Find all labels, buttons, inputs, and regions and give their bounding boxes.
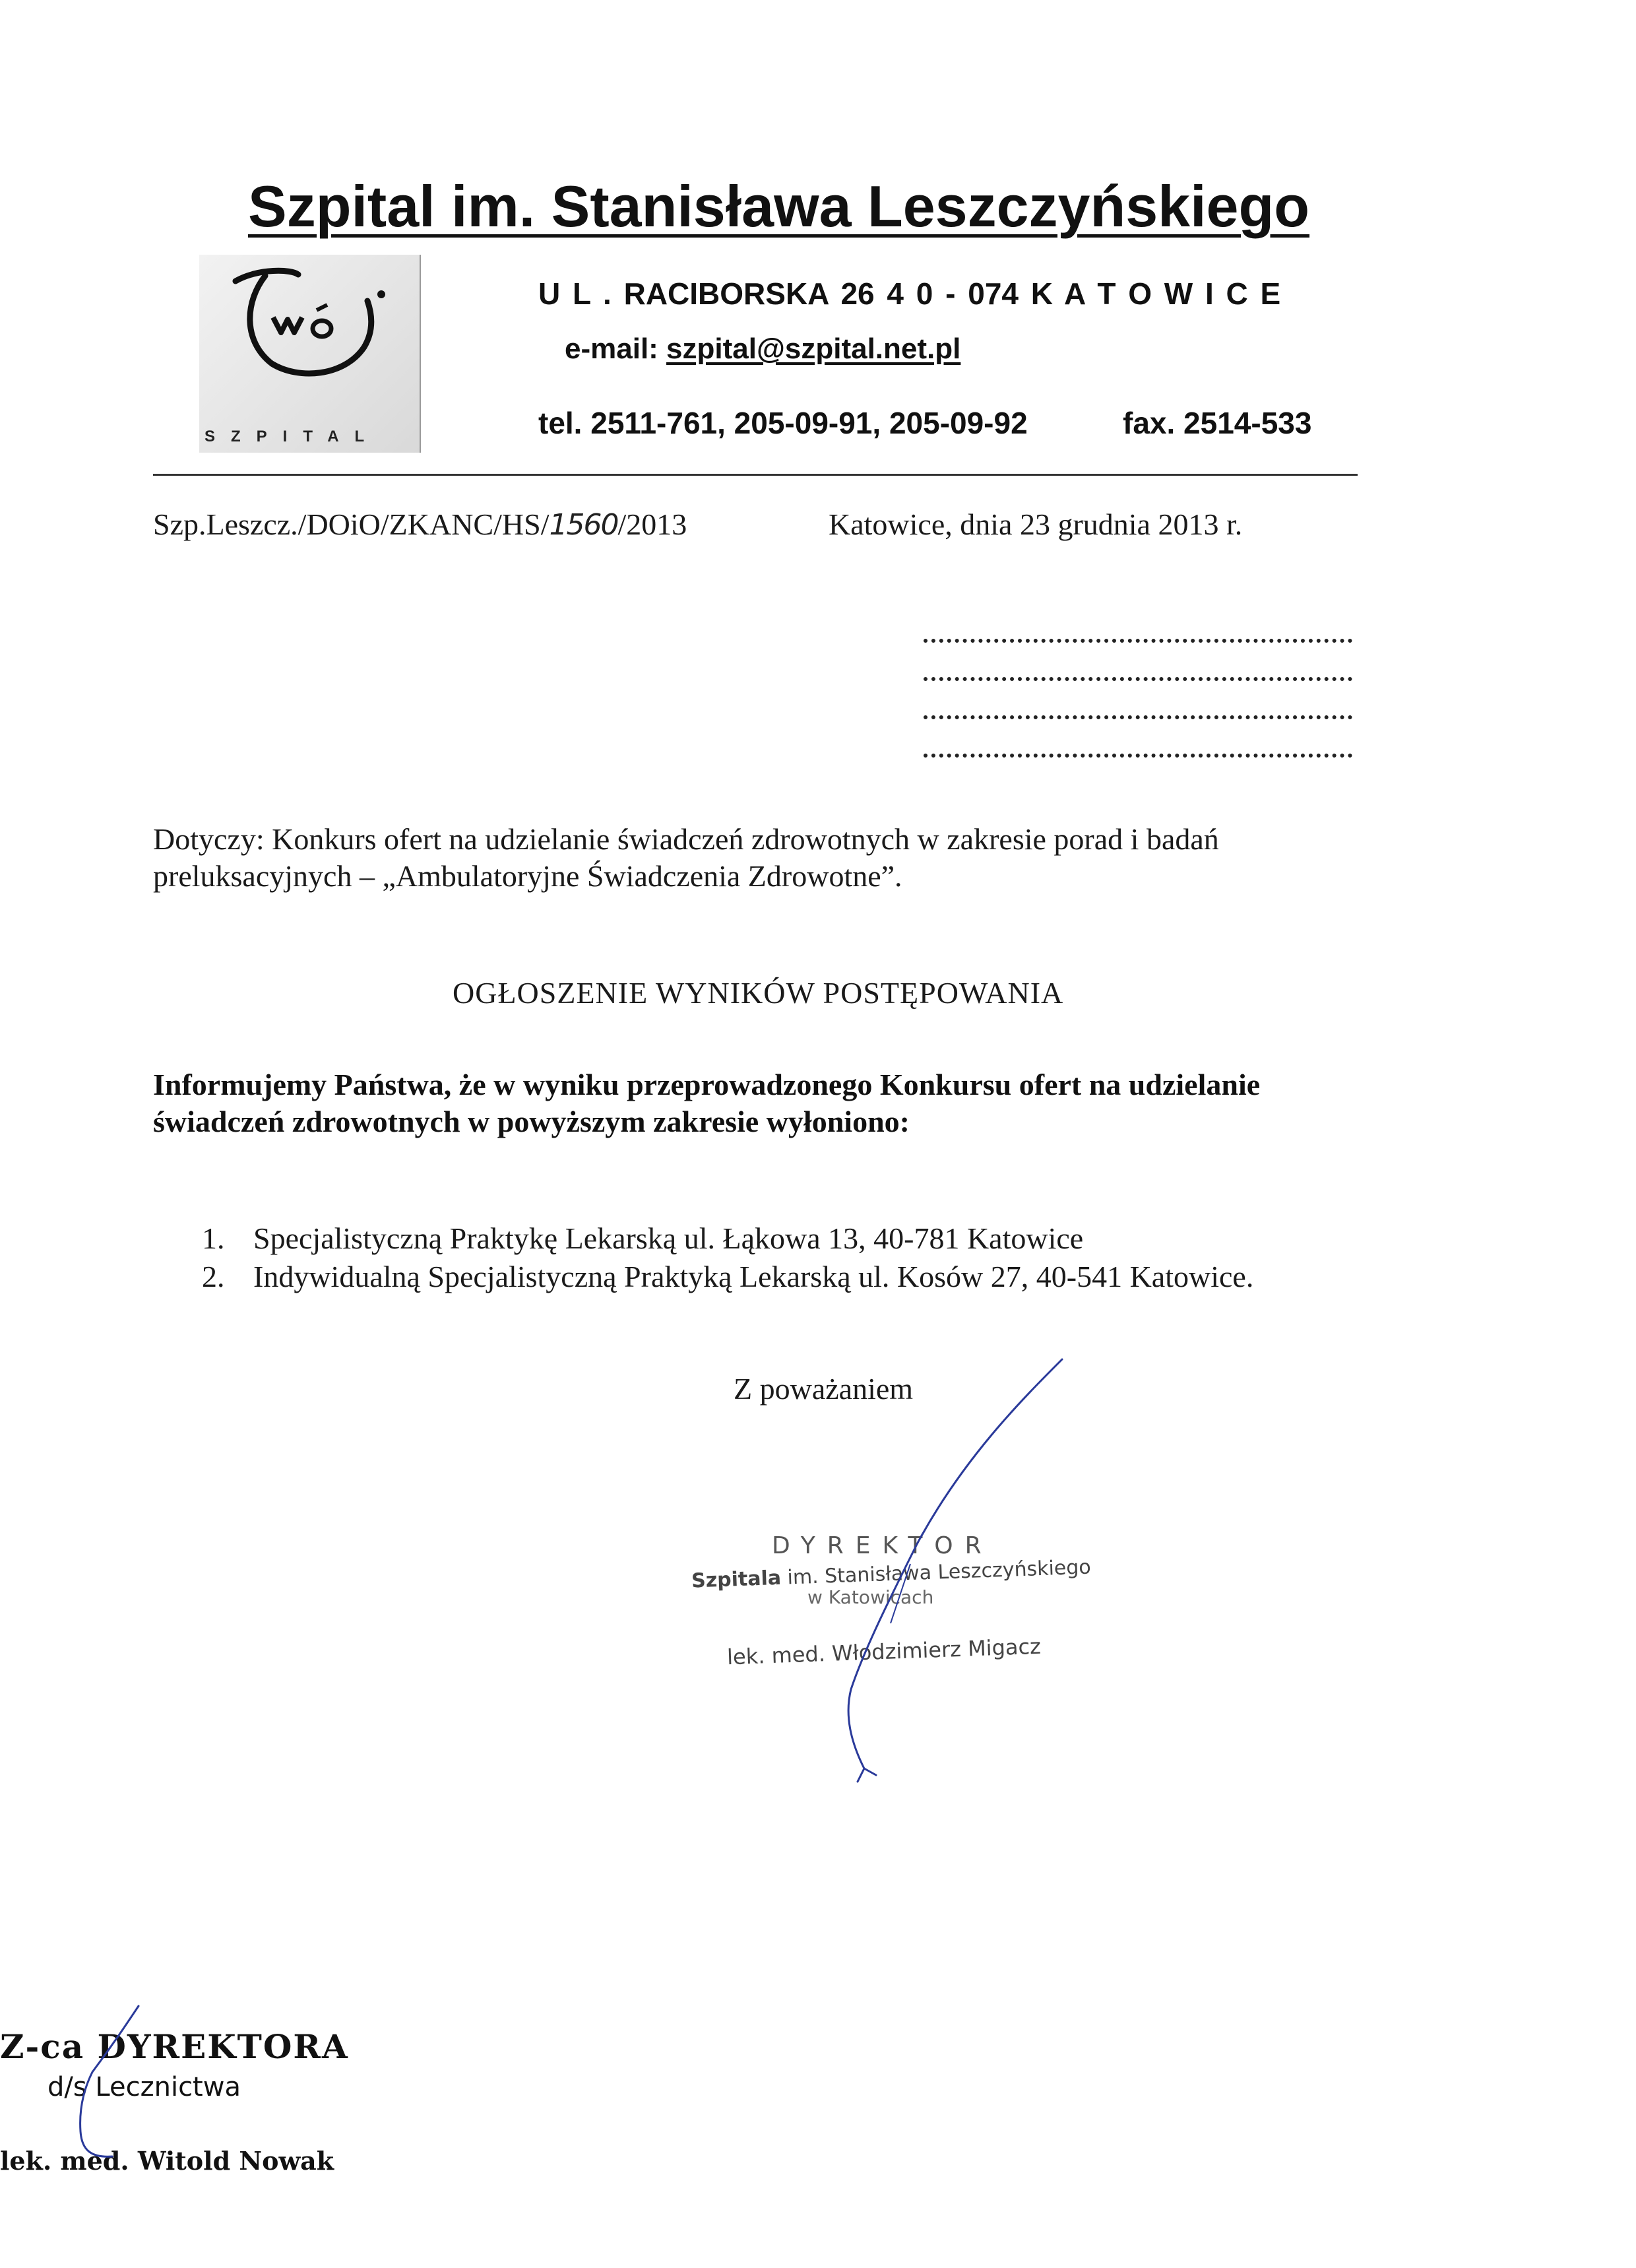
logo-caption: SZPITAL: [204, 428, 381, 445]
list-item-text: Specjalistyczną Praktykę Lekarską ul. Łąkowa 13, 40-781 Katowice: [253, 1221, 1084, 1255]
reference-handwritten-number: 1560: [549, 508, 618, 542]
hospital-logo: [199, 255, 421, 453]
email-link[interactable]: szpital@szpital.net.pl: [666, 333, 961, 365]
deputy-stamp-title-text: Z-ca DYREKTORA: [0, 2027, 349, 2066]
deputy-stamp-department: d/s Lecznictwa: [47, 2072, 241, 2102]
reference-number: [153, 507, 687, 542]
hospital-address: U L . RACIBORSKA 26 4 0 - 074 K A T O W I C E: [538, 276, 1281, 311]
director-stamp-institution-b: im. Stanisława Leszczyńskiego: [780, 1555, 1092, 1590]
subject-line-2: preluksacyjnych – „Ambulatoryjne Świadczenia Zdrowotne”.: [153, 859, 902, 893]
deputy-stamp-name: lek. med. Witold Nowak: [0, 2146, 334, 2176]
hospital-email-line: [565, 333, 960, 366]
hospital-fax: fax. 2514-533: [1123, 406, 1312, 440]
subject: [153, 821, 1395, 895]
director-stamp-city: w Katowicach: [807, 1586, 934, 1608]
reference-prefix: Szp.Leszcz./DOiO/ZKANC/HS/: [153, 507, 550, 541]
announcement-title: OGŁOSZENIE WYNIKÓW POSTĘPOWANIA: [453, 976, 1064, 1010]
logo-face-icon: [199, 255, 420, 426]
list-item-number: 2.: [202, 1260, 225, 1293]
list-item: [202, 1221, 1083, 1256]
director-stamp-title: DYREKTOR: [772, 1532, 993, 1559]
closing-greeting: Z poważaniem: [734, 1372, 914, 1406]
director-signature: [811, 1346, 1075, 1795]
hospital-phones: tel. 2511-761, 205-09-91, 205-09-92: [538, 406, 1028, 440]
reference-suffix: /2013: [617, 507, 687, 541]
recipient-line-2: [924, 677, 1352, 681]
info-paragraph: [153, 1066, 1395, 1140]
header-divider: [153, 474, 1358, 476]
recipient-line-4: [924, 754, 1352, 758]
director-stamp-name: lek. med. Włodzimierz Migacz: [726, 1633, 1042, 1670]
email-label: e-mail:: [565, 333, 667, 365]
list-item: [202, 1259, 1253, 1294]
recipient-line-3: [924, 715, 1352, 719]
info-paragraph-line-1: Informujemy Państwa, że w wyniku przeprowadzonego Konkursu ofert na udzielanie: [153, 1068, 1261, 1101]
hospital-name: Szpital im. Stanisława Leszczyńskiego: [248, 174, 1310, 239]
recipient-line-1: [924, 639, 1352, 643]
director-stamp-institution-a: Szpitala: [691, 1566, 782, 1593]
place-and-date: Katowice, dnia 23 grudnia 2013 r.: [829, 507, 1243, 541]
subject-line-1: Dotyczy: Konkurs ofert na udzielanie świadczeń zdrowotnych w zakresie porad i badań: [153, 822, 1219, 856]
list-item-text: Indywidualną Specjalistyczną Praktyką Lekarską ul. Kosów 27, 40-541 Katowice.: [253, 1260, 1254, 1293]
list-item-number: 1.: [202, 1221, 225, 1255]
deputy-signature: [53, 1999, 158, 2171]
info-paragraph-line-2: świadczeń zdrowotnych w powyższym zakresie wyłoniono:: [153, 1105, 910, 1138]
